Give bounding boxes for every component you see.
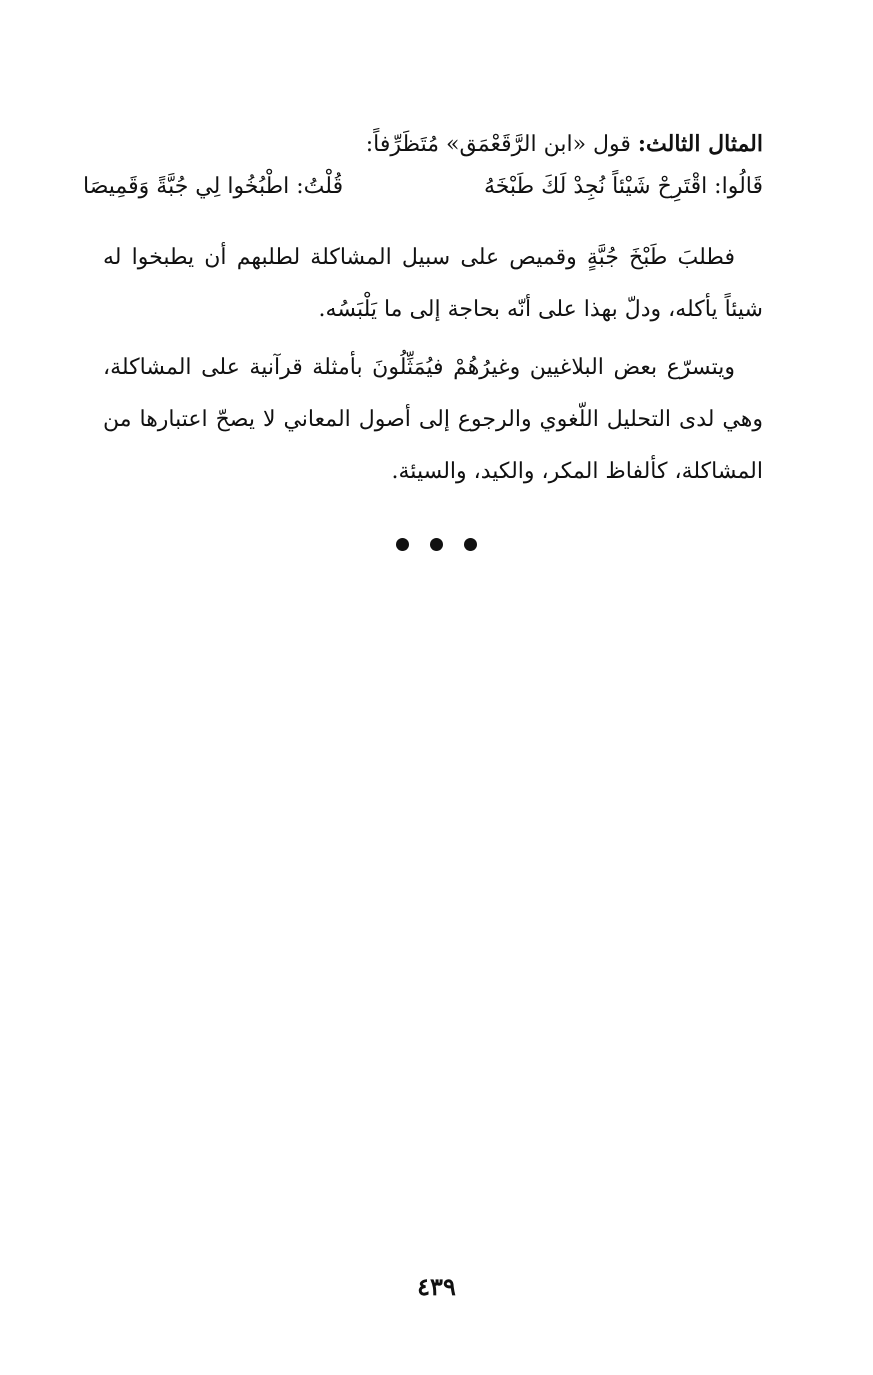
page-number: ٤٣٩	[417, 1272, 456, 1301]
example-intro-text: قول «ابن الرَّقَعْمَق» مُتَظَرِّفاً:	[365, 132, 631, 157]
separator-dot-icon	[396, 538, 409, 551]
paragraph-explanation: فطلبَ طَبْخَ جُبَّةٍ وقميص على سبيل المشاكلة لطلبهم أن يطبخوا له شيئاً يأكله، ودلّ بهذا على أنّه بحاجة إلى ما يَلْبَسُه.	[103, 245, 763, 322]
separator-dot-icon	[464, 538, 477, 551]
separator-dot-icon	[430, 538, 443, 551]
paragraph-quranic-examples: ويتسرّع بعض البلاغيين وغيرُهُمْ فيُمَثِّلُونَ بأمثلة قرآنية على المشاكلة، وهي لدى التحليل اللّغوي والرجوع إلى أصول المعاني لا يصحّ اعتبارها من المشاكلة، كألفاظ المكر، والكيد، والسيئة.	[103, 355, 763, 484]
example-heading	[103, 118, 763, 171]
verse-first-hemistich: قَالُوا: اقْتَرِحْ شَيْئاً نُجِدْ لَكَ طَبْخَهُ	[483, 174, 763, 199]
example-label: المثال الثالث:	[637, 131, 763, 157]
poetry-verse	[83, 174, 763, 224]
verse-second-hemistich: قُلْتُ: اطْبُخُوا لِي جُبَّةً وَقَمِيصَا	[83, 174, 344, 199]
section-separator	[0, 536, 873, 555]
